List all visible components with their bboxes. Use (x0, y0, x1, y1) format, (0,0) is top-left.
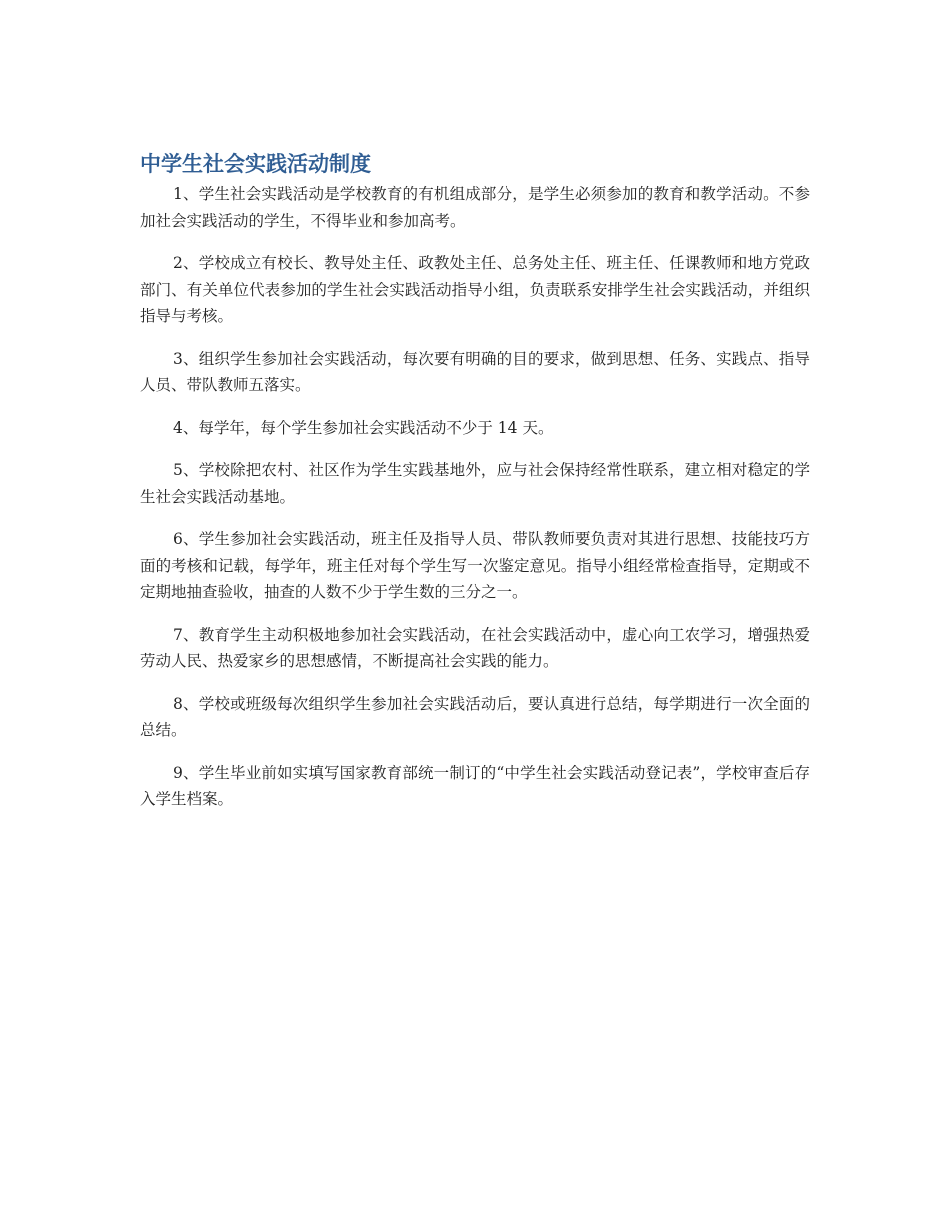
paragraph-7: 7、教育学生主动积极地参加社会实践活动，在社会实践活动中，虚心向工农学习，增强热爱劳动人民、热爱家乡的思想感情，不断提高社会实践的能力。 (140, 625, 810, 670)
document-body (140, 181, 810, 829)
paragraph-2: 2、学校成立有校长、教导处主任、政教处主任、总务处主任、班主任、任课教师和地方党政部门、有关单位代表参加的学生社会实践活动指导小组，负责联系安排学生社会实践活动，并组织指导与考核。 (140, 254, 810, 325)
paragraph-9: 9、学生毕业前如实填写国家教育部统一制订的“中学生社会实践活动登记表”，学校审查后存入学生档案。 (140, 763, 810, 808)
paragraph-1: 1、学生社会实践活动是学校教育的有机组成部分，是学生必须参加的教育和教学活动。不参加社会实践活动的学生，不得毕业和参加高考。 (140, 185, 810, 230)
paragraph-3: 3、组织学生参加社会实践活动，每次要有明确的目的要求，做到思想、任务、实践点、指导人员、带队教师五落实。 (140, 349, 810, 394)
paragraph-6: 6、学生参加社会实践活动，班主任及指导人员、带队教师要负责对其进行思想、技能技巧方面的考核和记载，每学年，班主任对每个学生写一次鉴定意见。指导小组经常检查指导，定期或不定期地抽查验收，抽查的人数不少于学生数的三分之一。 (140, 530, 810, 601)
paragraph-4: 4、每学年，每个学生参加社会实践活动不少于 14 天。 (173, 418, 554, 437)
paragraph-5: 5、学校除把农村、社区作为学生实践基地外，应与社会保持经常性联系，建立相对稳定的学生社会实践活动基地。 (140, 461, 810, 506)
paragraph-8: 8、学校或班级每次组织学生参加社会实践活动后，要认真进行总结，每学期进行一次全面的总结。 (140, 694, 810, 739)
document-title: 中学生社会实践活动制度 (140, 152, 371, 176)
